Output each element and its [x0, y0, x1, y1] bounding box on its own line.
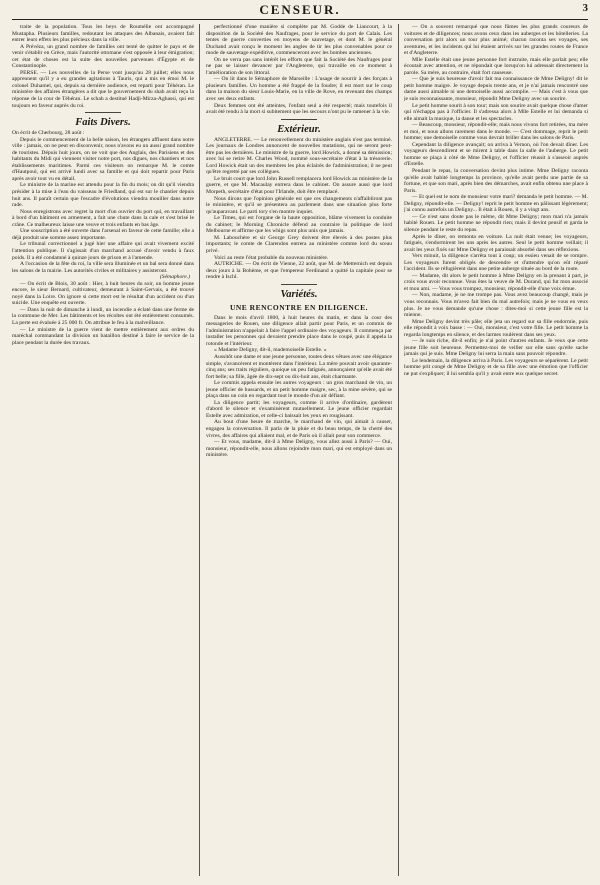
column-2 — [206, 24, 392, 879]
column-divider — [199, 24, 200, 876]
header-rule — [12, 19, 588, 20]
column-3 — [404, 24, 588, 879]
article-paragraph: Nous enregistrons avec regret la mort d'un ouvrier du port qui, en travaillant à bord d'un bâtiment en armement, a fait une chute dans la cale et s'est brisé le crâne. Ce malheureux laisse une veuve et trois enfants en bas âge. — [12, 208, 194, 228]
masthead — [10, 2, 590, 20]
article-paragraph: AUTRICHE. — On écrit de Vienne, 22 août, que M. de Metternich est depuis deux jours à la Bohème, et que l'empereur Ferdinand a quitté la capitale pour se rendre à Ischl. — [206, 261, 392, 281]
column-divider — [398, 24, 399, 876]
article-paragraph: — Et vous, madame, dit-il à Mme Deligny, vous allez aussi à Paris? — Oui, monsieur, répondit-elle, nous allons rejoindre mon mari, qui est employé dans un ministère. — [206, 439, 392, 459]
article-paragraph: ANGLETERRE. — Le renouvellement du ministère anglais n'est pas terminé. Les journaux de Londres annoncent de nouvelles mutations, qui ne seront peut-être pas les dernières. Le ministre de la guerre, lord Howick, a donné sa démission; avec lui se retire M. Charles Wood, nommé sous-secrétaire d'état à la trésorerie. Lord Howick était un des membres les plus éclairés de l'administration; il ne peut qu'être regretté par ses collègues. — [206, 136, 392, 176]
section-heading-faits-divers: Faits Divers. — [75, 117, 131, 129]
section-heading-exterieur: Extérieur. — [277, 123, 321, 135]
article-paragraph: Le tribunal correctionnel a jugé hier une affaire qui avait vivement excité l'attention publique. Il s'agissait d'un marchand accusé d'avoir vendu à faux poids. Il a été condamné à quinze jours de prison et à l'amende. — [12, 241, 194, 261]
dateline: On écrit de Cherbourg, 28 août : — [12, 130, 85, 137]
article-paragraph: Le petit homme sourit à son tour; mais son sourire avait quelque chose d'amer qui n'échappa pas à l'officier. Il s'adressa alors à Mlle Estelle et lui demanda si elle aimait la musique, la danse et les spectacles. — [404, 102, 588, 122]
article-paragraph: — Le ministre de la guerre vient de mettre entièrement aux ordres du maréchal commandant la division un bataillon destiné à faire le service de la place pendant la durée des travaux. — [12, 326, 194, 346]
article-paragraph: traite de la population. Tous les beys de Roumélie ont accompagné Mustapha. Plusieurs familles, redoutant les attaques des Albanais, avaient fait entrer leurs effets les plus précieux dans la ville. — [12, 24, 194, 44]
article-paragraph: Au bout d'une heure de marche, le marchand de vin, qui aimait à causer, engagea la conversation. Il parla de la pluie et du beau temps, de la cherté des vivres, des affaires qui allaient mal, et de Paris où il allait pour son commerce. — [206, 419, 392, 439]
article-paragraph: On ne verra pas sans intérêt les efforts que fait la Société des Naufrages pour ne pas se laisser devancer par l'Angleterre, qui travaille en ce moment à l'amélioration de son littoral. — [206, 56, 392, 76]
section-divider — [281, 284, 317, 285]
section-divider — [281, 119, 317, 120]
article-paragraph: Pendant le repas, la conversation devint plus intime. Mme Deligny raconta qu'elle avait habité longtemps la province, qu'elle avait perdu une partie de sa fortune, et que son mari, après bien des démarches, avait enfin obtenu une place à Paris. — [404, 168, 588, 194]
article-paragraph: A l'occasion de la fête du roi, la ville sera illuminée et un bal sera donné dans les salons de la mairie. Les autorités civiles et militaires y assisteront. — [12, 261, 194, 274]
article-paragraph: — On écrit de Blois, 30 août : Hier, à huit heures du soir, un homme jeune encore, le sieur Bernard, cultivateur, demeurant à Saint-Gervais, a été trouvé noyé dans la Loire. On ignore si cette mort est le résultat d'un accident ou d'un suicide. Une enquête est ouverte. — [12, 280, 194, 307]
article-paragraph: PERSE. — Les nouvelles de la Perse vont jusqu'au 28 juillet; elles nous apprennent qu'il y a eu grandes agitations à Tauris, qui a mis en émoi M. le colonel Duhamel, qui, depuis sa dernière audience, est reparti pour Téhéran. Le ministère des affaires étrangères a dit que le gouvernement du shah avait reçu la réponse de la cour de Téhéran. Le schah a destitué Hadji-Mirza-Aghassi, qui est toujours en faveur auprès du roi. — [12, 69, 194, 109]
article-paragraph: « Madame Deligny, dit-il, mademoiselle Estelle. » — [214, 347, 327, 354]
article-paragraph: Nous dirons que l'opinion générale est que ces changements n'affaibliront pas le ministère, et qu'il se présentera au parlement dans une situation plus forte qu'auparavant. Le parti tory s'en montre inquiet. — [206, 195, 392, 215]
article-paragraph: Mme Deligny devint très pâle; elle jeta un regard sur sa fille endormie, puis elle répondit à voix basse : — Oui, monsieur, c'est votre fille. Le petit homme la regarda longtemps en silence, et des larmes roulèrent dans ses yeux. — [404, 318, 588, 338]
source-attribution: (Sémaphore.) — [159, 274, 190, 281]
page-number: 3 — [582, 2, 588, 14]
article-paragraph: Cependant la diligence avançait; on arriva à Vernon, où l'on devait dîner. Les voyageurs descendirent et se mirent à table dans la salle de l'auberge. Le petit homme se plaça à côté de Mme Deligny, et l'officier réussit à s'asseoir auprès d'Estelle. — [404, 141, 588, 168]
article-paragraph: — Ce n'est sans doute pas le même, dit Mme Deligny; mon mari n'a jamais habité Rouen. Le petit homme ne répondit rien; mais il devint pensif et garda le silence pendant le reste du repas. — [404, 213, 588, 233]
article-paragraph: Vers minuit, la diligence s'arrêta tout à coup; un essieu venait de se rompre. Les voyageurs furent obligés de descendre et d'attendre qu'on eût réparé l'accident. Ils se réfugièrent dans une petite auberge située au bord de la route. — [404, 253, 588, 273]
article-paragraph: perfectionné d'une manière si complète par M. Godde de Liancourt, à la disposition de la Société des Naufrages, pour le service du port de Calais. Les tentes de guerre converties en moyens de sauvetage, et dont M. le général Duchand avait conçu le moment les angles de tir les plus convenables pour ce mode de sauvetage expéditive, commenceront avec les bombes anciennes. — [206, 24, 392, 57]
article-paragraph: Une souscription a été ouverte dans l'arsenal en faveur de cette famille; elle a déjà produit une somme assez importante. — [12, 228, 194, 241]
section-divider — [85, 112, 121, 113]
article-paragraph: M. Labouchère et sir George Grey doivent être élevés à des postes plus importants; le comte de Clarendon entrera au ministère comme lord du sceau privé. — [206, 234, 392, 254]
article-paragraph: Le lendemain, la diligence arriva à Paris. Les voyageurs se séparèrent. Le petit homme prit congé de Mme Deligny et de sa fille avec une émotion que l'officier ne put s'expliquer; il lui sembla qu'il y avait entre eux quelque secret. — [404, 357, 588, 377]
article-paragraph: Depuis le commencement de la belle saison, les étrangers affluent dans notre ville : jamais, on ne peut en disconvenir, nous n'avons eu un aussi grand nombre de touristes. Dépuis huit jours, on ne voit que des Anglais, des Parisiens et des habitants du Midi qui viennent visiter notre port, nos digues, nos chantiers et nos établissements maritimes. Parmi ces visiteurs on remarque M. le comte d'Hautpoul, qui est arrivé lundi avec sa famille et qui doit repartir pour Paris après avoir tout vu en détail. — [12, 136, 194, 182]
story-title: UNE RENCONTRE EN DILIGENCE. — [229, 302, 369, 312]
article-paragraph: Le bruit court que lord John Russell remplacera lord Howick au ministère de la guerre, et que M. Macaulay entrera dans le cabinet. On assure aussi que lord Morpeth, secrétaire d'état pour l'Irlande, doit être remplacé. — [206, 175, 392, 196]
article-paragraph: — On lit dans le Sémaphore de Marseille : L'usage de nourrir à des forçats à plusieurs familles. Un homme a été frappé de la foudre; il est mort sur le coup dans la maison du sieur Louis-Marie, en la ville de Rove, en revenant des champs avec ses deux enfants. — [206, 76, 392, 103]
article-paragraph: Le Times, qui est l'organe de la haute opposition, blâme vivement la conduite du cabinet; le Morning Chronicle défend au contraire la politique de lord Melbourne et affirme que les whigs sont plus unis que jamais. — [206, 215, 392, 235]
article-paragraph: La diligence partit; les voyageurs, comme il arrive d'ordinaire, gardèrent d'abord le silence et s'examinèrent mutuellement. Le jeune officier regardait Estelle avec admiration, et celle-ci baissait les yeux en rougissant. — [206, 399, 392, 419]
article-paragraph: Après le dîner, on remonta en voiture. La nuit était venue; les voyageurs, fatigués, s'endormirent les uns après les autres. Seul le petit homme veillait; il avait les yeux fixés sur Mme Deligny et paraissait absorbé dans ses réflexions. — [404, 233, 588, 253]
article-paragraph: — Et quel est le nom de monsieur votre mari? demanda le petit homme. — M. Deligny, répondit-elle. — Deligny! reprit le petit homme en pâlissant légèrement; j'ai connu autrefois un Deligny... Il était à Rouen, il y a vingt ans. — [404, 194, 588, 214]
article-paragraph: — Que je suis heureuse d'avoir fait ma connaissance de Mme Deligny! dit le petit homme maigre. Je voyage depuis trente ans, et je n'ai jamais rencontré une dame aussi aimable ni une demoiselle aussi accomplie. — Mais c'est à vous que je suis reconnaissante, monsieur, répondit Mme Deligny avec un sourire. — [404, 76, 588, 103]
section-heading-varietes: Variétés. — [280, 288, 318, 300]
article-paragraph: — Madame, dit alors le petit homme à Mme Deligny en la prenant à part, je crois vous avoir reconnue. Vous êtes la veuve de M. Durand, qui fut mon associé et mon ami. — Vous vous trompez, monsieur, répondit-elle d'une voix émue. — [404, 272, 588, 292]
article-paragraph: — Je suis riche, dit-il enfin; je n'ai point d'autres enfants. Je veux que cette jeune fille soit heureuse. Permettez-moi de veiller sur elle sans qu'elle sache jamais qui je suis. Mme Deligny lui serra la main sans pouvoir répondre. — [404, 338, 588, 358]
newspaper-title: CENSEUR. — [259, 2, 341, 17]
column-1 — [12, 24, 194, 879]
article-paragraph: A Prévéza, un grand nombre de familles ont tenté de quitter le pays et de venir s'établir en Grèce, mais l'autorité ottomane s'est opposée à leur émigration; cet état de choses est la suite des nouvelles parvenues d'Égypte et de Constantinople. — [12, 43, 194, 70]
article-paragraph: Mlle Estelle était une jeune personne fort instruite, mais elle parlait peu; elle écoutait avec attention, et ne répondait que lorsqu'on lui adressait directement la parole. Sa mère, au contraire, était fort causeuse. — [404, 56, 588, 76]
article-paragraph: Le commis appela ensuite les autres voyageurs : un gros marchand de vin, un jeune officier de hussards, et un petit homme maigre, sec, à la mine sévère, qui se plaça dans un coin en regardant tout le monde d'un air défiant. — [206, 380, 392, 400]
article-paragraph: — On a souvent remarqué que nous fûmes les plus grands coureurs de voitures et de diligences; nous avons ceux dans les auberges et les hôtelleries. La conversation prit alors un tour plus animé; chacun raconta ses voyages, ses aventures, et les incidents qui lui étaient arrivés sur les grandes routes de France et d'Angleterre. — [404, 24, 588, 57]
article-paragraph: Aussitôt une dame et une jeune personne, toutes deux vêtues avec une élégance simple, s'avancèrent et montèrent dans l'intérieur. La mère pouvait avoir quarante-cinq ans; ses traits réguliers, quoique un peu fatigués, annonçaient qu'elle avait été fort belle; sa fille, âgée de dix-sept ou dix-huit ans, était charmante. — [206, 353, 392, 380]
article-paragraph: — Beaucoup, monsieur, répondit-elle; mais nous vivons fort retirées, ma mère et moi, et nous allons rarement dans le monde. — C'est dommage, reprit le petit homme; une demoiselle comme vous devrait briller dans les salons de Paris. — [404, 122, 588, 142]
article-paragraph: — Dans la nuit de dimanche à lundi, un incendie a éclaté dans une ferme de la commune de Mer. Les bâtiments et les récoltes ont été entièrement consumés. La perte est évaluée à 25 000 fr. On attribue le feu à la malveillance. — [12, 306, 194, 326]
article-paragraph: Deux femmes ont été atteintes, l'enfant seul a été respecté; mais toutefois il avait été rendu à la mort si subitement que les secours n'ont pu le ramener à la vie. — [206, 102, 392, 116]
article-paragraph: — Non, madame, je ne me trompe pas. Vous avez beaucoup changé, mais je vous reconnais. Vous m'avez fait bien du mal autrefois; mais je ne vous en veux plus. Je ne vous demande qu'une chose : dites-moi si cette jeune fille est la mienne. — [404, 292, 588, 319]
article-paragraph: Le ministre de la marine est attendu pour la fin du mois; on dit qu'il viendra présider à la mise à l'eau du vaisseau le Friedland, qui est sur le chantier depuis huit ans. Il paraît certain que l'escadre d'évolutions viendra mouiller dans notre rade. — [12, 182, 194, 209]
article-paragraph: Voici au reste l'état probable du nouveau ministère. — [214, 254, 329, 261]
article-paragraph: Dans le mois d'avril 1800, à huit heures du matin, et dans la cour des messageries de Rouen, une diligence allait partir pour Paris, et un commis de l'administration n'appelait à faire l'appel ordinaire des voyageurs. Il commença par installer les personnes qui devaient prendre place dans le coupé, puis il appela la rotonde et l'intérieur. — [206, 314, 392, 347]
